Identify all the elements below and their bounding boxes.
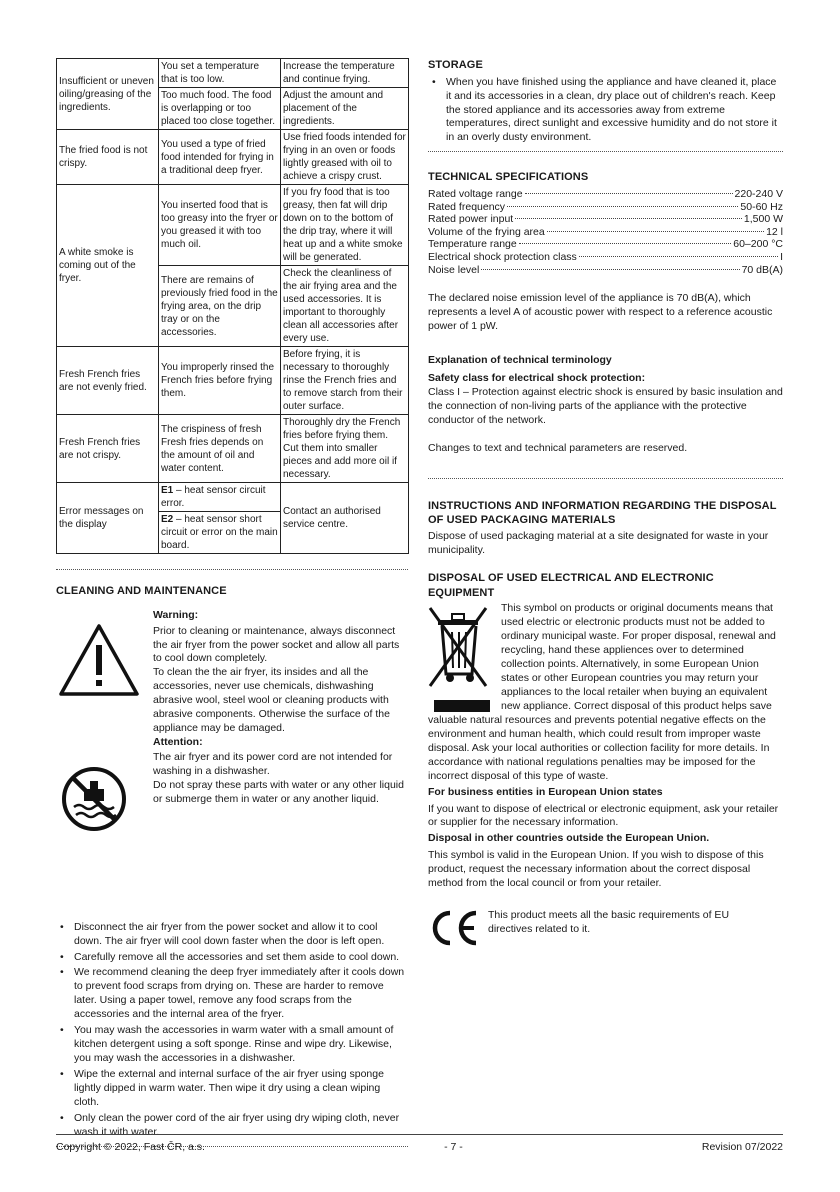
section-title: STORAGE xyxy=(428,59,483,71)
terminology-text: Class I – Protection against electric shock is ensured by basic insulation and the connection of non-living parts of the appliance with the protective conductor of the network. xyxy=(428,385,783,426)
list-item: • We recommend cleaning the deep fryer immediately after it cools down to prevent food scraps from drying on. These are harder to remove later. Using a paper towel, remove any food scraps from the accessories and the internal area of the fryer. xyxy=(56,966,408,1022)
spec-row xyxy=(428,201,783,214)
dot-leader xyxy=(519,243,732,244)
problem-cell: Fresh French fries are not evenly fried. xyxy=(57,347,159,415)
page-number: - 7 - xyxy=(444,1141,463,1153)
cause-cell: Too much food. The food is overlapping or too placed too close together. xyxy=(159,88,281,130)
weee-line: recycling, hand these appliences over to determined xyxy=(501,644,744,657)
spec-table xyxy=(428,188,783,276)
weee-line: collection points. Alternatively, in some European Union xyxy=(501,657,759,670)
dot-leader xyxy=(579,256,778,257)
changes-note: Changes to text and technical parameters are reserved. xyxy=(428,441,688,454)
warning-paragraph: To clean the the air fryer, its insides and all the accessories, never use chemicals, dishwashing abrasive wool, steel wool or cleaning products with abrasive components. Otherwise the surface of the appliance may be damaged. xyxy=(153,666,390,735)
troubleshooting-table xyxy=(56,58,409,554)
problem-cell: A white smoke is coming out of the fryer. xyxy=(57,185,159,347)
ce-mark-icon xyxy=(428,909,480,947)
solution-cell: Contact an authorised service centre. xyxy=(281,483,409,554)
warning-paragraph: Prior to cleaning or maintenance, always disconnect the air fryer from the power socket and allow all parts to cool down completely. xyxy=(153,624,400,665)
spec-value: 12 l xyxy=(766,225,783,238)
footer xyxy=(56,1141,783,1155)
packaging-text: Dispose of used packaging material at a site designated for waste in your municipality. xyxy=(428,530,769,556)
no-water-immersion-icon xyxy=(60,765,128,833)
section-title: TECHNICAL SPECIFICATIONS xyxy=(428,171,589,184)
dot-leader xyxy=(547,231,764,232)
subsection-title: Explanation of technical terminology xyxy=(428,354,612,367)
section-title: DISPOSAL OF USED ELECTRICAL AND ELECTRONIC EQUIPMENT xyxy=(428,571,714,599)
spec-label: Rated power input xyxy=(428,213,514,226)
noise-note: The declared noise emission level of the appliance is 70 dB(A), which represents a level A of acoustic power with respect to a reference acoustic power of 1 pW. xyxy=(428,292,773,333)
spec-row xyxy=(428,188,783,201)
table-row xyxy=(57,483,409,512)
problem-cell: Insufficient or uneven oiling/greasing of the ingredients. xyxy=(57,59,159,130)
cause-cell: There are remains of previously fried food in the frying area, on the drip tray or on the accessories. xyxy=(159,266,281,347)
subsection-title: For business entities in European Union states xyxy=(428,785,663,798)
problem-cell: Fresh French fries are not crispy. xyxy=(57,415,159,483)
crossed-out-bin-icon xyxy=(428,602,490,690)
cause-cell: The crispiness of fresh Fresh fries depends on the amount of oil and water content. xyxy=(159,415,281,483)
spec-label: Temperature range xyxy=(428,238,517,251)
solution-cell: Use fried foods intended for frying in an oven or foods lightly greased with oil to achieve a crispy crust. xyxy=(281,130,409,185)
problem-cell: The fried food is not crispy. xyxy=(57,130,159,185)
error-code: E2 xyxy=(161,514,174,525)
subsection-title: Disposal in other countries outside the European Union. xyxy=(428,832,710,845)
spec-value: I xyxy=(780,250,783,263)
left-column xyxy=(56,58,408,1147)
attention-title: Attention: xyxy=(153,736,203,749)
table-row xyxy=(57,347,409,415)
revision: Revision 07/2022 xyxy=(701,1141,783,1153)
copyright: Copyright © 2022, Fast ČR, a.s. xyxy=(56,1141,205,1153)
solution-cell: Check the cleanliness of the air frying area and the used accessories. It is important to thoroughly clean all accessories after every use. xyxy=(281,266,409,347)
solution-cell: Increase the temperature and continue frying. xyxy=(281,59,409,88)
spec-value: 70 dB(A) xyxy=(741,263,783,276)
cause-cell xyxy=(159,512,281,554)
weee-line: appliances to the local retailer when buying an equivalent xyxy=(501,685,768,698)
weee-other-text: This symbol is valid in the European Union. If you wish to dispose of this product, request the necessary information about the correct disposal method from the local council or from your retailer. xyxy=(428,849,764,890)
weee-line: used electric or electronic products must not be added to xyxy=(501,616,765,629)
table-row xyxy=(57,130,409,185)
table-row xyxy=(57,415,409,483)
spec-row xyxy=(428,238,783,251)
cause-cell: You inserted food that is too greasy into the fryer or you greased it with too much oil. xyxy=(159,185,281,266)
spec-label: Electrical shock protection class xyxy=(428,250,577,263)
weee-black-bar xyxy=(434,700,490,712)
list-item: • Carefully remove all the accessories and set them aside to cool down. xyxy=(56,951,408,965)
spec-value: 220-240 V xyxy=(734,188,783,201)
spec-label: Rated frequency xyxy=(428,200,506,213)
right-column xyxy=(428,58,783,947)
divider xyxy=(56,569,408,570)
spec-value: 1,500 W xyxy=(743,213,783,226)
weee-business-text: If you want to dispose of electrical or electronic equipment, ask your retailer or supplier for the necessary information. xyxy=(428,802,779,829)
spec-row xyxy=(428,251,783,264)
spec-value: 60–200 °C xyxy=(733,238,783,251)
section-title: INSTRUCTIONS AND INFORMATION REGARDING THE DISPOSAL OF USED PACKAGING MATERIALS xyxy=(428,499,777,527)
warning-block xyxy=(56,609,408,921)
solution-cell: Adjust the amount and placement of the ingredients. xyxy=(281,88,409,130)
problem-cell: Error messages on the display xyxy=(57,483,159,554)
list-item: • Only clean the power cord of the air fryer using dry wiping cloth, never wash it with water. xyxy=(56,1112,408,1140)
spec-row xyxy=(428,226,783,239)
warning-title: Warning: xyxy=(153,608,199,621)
list-item: • Wipe the external and internal surface of the air fryer using sponge lightly dipped in warm water. Then wipe it dry using a clean wiping cloth. xyxy=(56,1068,408,1110)
cause-cell xyxy=(159,483,281,512)
table-row xyxy=(57,185,409,266)
divider xyxy=(428,478,783,479)
attention-paragraph: Do not spray these parts with water or any other liquid or submerge them in water or any another liquid. xyxy=(153,779,404,806)
warning-triangle-icon xyxy=(58,623,140,697)
weee-line: This symbol on products or original documents means that xyxy=(501,602,773,615)
weee-line: ordinary municipal waste. For proper disposal, renewal and xyxy=(501,630,776,643)
cause-cell: You set a temperature that is too low. xyxy=(159,59,281,88)
spec-row xyxy=(428,264,783,277)
list-item: • You may wash the accessories in warm water with a small amount of kitchen detergent using a soft sponge. Rinse and wipe dry. Likewise, you may wash the accessories in a dishwasher. xyxy=(56,1024,408,1066)
solution-cell: If you fry food that is too greasy, then fat will drip down on to the bottom of the drip tray, where it will heat up and a white smoke will be generated. xyxy=(281,185,409,266)
spec-label: Noise level xyxy=(428,263,480,276)
footer-divider xyxy=(56,1134,783,1135)
dot-leader xyxy=(515,218,742,219)
cause-cell: You used a type of fried food intended for frying in a traditional deep fryer. xyxy=(159,130,281,185)
storage-list xyxy=(428,76,783,146)
table-row xyxy=(57,59,409,88)
dot-leader xyxy=(481,269,739,270)
subsection-title: Safety class for electrical shock protection: xyxy=(428,371,646,384)
solution-cell: Before frying, it is necessary to thoroughly rinse the French fries and to remove starch from their outer surface. xyxy=(281,347,409,415)
list-item: • Disconnect the air fryer from the power socket and allow it to cool down. The air fryer will cool down faster when the door is left open. xyxy=(56,921,408,949)
ce-text: This product meets all the basic requirements of EU directives related to it. xyxy=(488,909,730,936)
divider xyxy=(428,151,783,152)
solution-cell: Thoroughly dry the French fries before frying them. Cut them into smaller pieces and add more oil if necessary. xyxy=(281,415,409,483)
error-text: – heat sensor circuit error. xyxy=(161,485,266,509)
cause-cell: You improperly rinsed the French fries before frying them. xyxy=(159,347,281,415)
spec-value: 50-60 Hz xyxy=(740,200,783,213)
error-code: E1 xyxy=(161,485,174,496)
spec-label: Volume of the frying area xyxy=(428,225,545,238)
spec-label: Rated voltage range xyxy=(428,188,523,201)
section-title: CLEANING AND MAINTENANCE xyxy=(56,585,227,597)
dot-leader xyxy=(507,206,738,207)
dot-leader xyxy=(525,193,733,194)
weee-line: new appliance. Correct disposal of this product helps save xyxy=(501,699,772,712)
weee-block xyxy=(428,602,783,714)
list-item: • When you have finished using the appliance and have cleaned it, place it and its accessories in a clean, dry place out of children's reach. Keep the stored appliance and its accessories away from extreme temperatures, direct sunlight and excessive humidity and do not store it in an overly dusty environment. xyxy=(428,76,783,146)
weee-text: valuable natural resources and prevents potential negative effects on the environment and human health, which could result from improper waste disposal. Ask your local authorities or collection facility for more details. In accordance with national regulations penalties may be imposed for the incorrect disposal of this type of waste. xyxy=(428,713,770,782)
attention-paragraph: The air fryer and its power cord are not intended for washing in a dishwasher. xyxy=(153,751,393,778)
cleaning-list xyxy=(56,921,408,1140)
error-text: – heat sensor short circuit or error on the main board. xyxy=(161,514,278,551)
weee-line: states or other European countries you may return your xyxy=(501,671,759,684)
ce-block xyxy=(428,909,783,947)
spec-row xyxy=(428,213,783,226)
warning-text xyxy=(153,609,408,807)
